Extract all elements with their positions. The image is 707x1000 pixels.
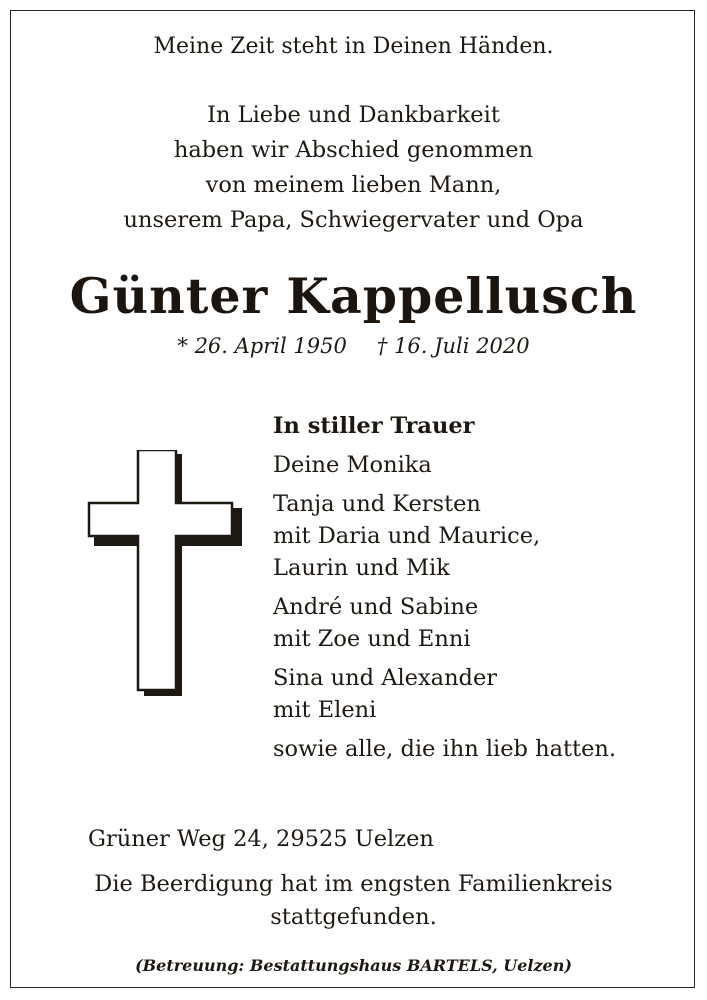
intro-line: unserem Papa, Schwiegervater und Opa bbox=[123, 207, 584, 233]
funeral-home: (Betreuung: Bestattungshaus BARTELS, Uelzen) bbox=[135, 956, 572, 975]
mourner-line: André und Sabine bbox=[273, 594, 479, 620]
intro-line: von meinem lieben Mann, bbox=[205, 172, 502, 198]
mourner-line: Deine Monika bbox=[273, 452, 432, 478]
cross-icon bbox=[82, 450, 252, 700]
mourner-line: mit Zoe und Enni bbox=[273, 626, 471, 652]
mourners-list bbox=[273, 410, 693, 772]
mourner-line: Sina und Alexander bbox=[273, 665, 498, 691]
mourner-group bbox=[273, 449, 693, 481]
funeral-note bbox=[12, 868, 695, 934]
mourner-group bbox=[273, 662, 693, 726]
mourner-line: mit Eleni bbox=[273, 697, 377, 723]
mourner-group bbox=[273, 733, 693, 765]
mourner-line: mit Daria und Maurice, bbox=[273, 523, 541, 549]
mourner-line: sowie alle, die ihn lieb hatten. bbox=[273, 736, 617, 762]
deceased-name: Günter Kappellusch bbox=[69, 267, 638, 325]
mourner-group bbox=[273, 488, 693, 584]
mourner-line: Tanja und Kersten bbox=[273, 491, 481, 517]
motto: Meine Zeit steht in Deinen Händen. bbox=[153, 34, 554, 59]
mourner-group bbox=[273, 591, 693, 655]
mourner-line: Laurin und Mik bbox=[273, 555, 450, 581]
mourners-heading: In stiller Trauer bbox=[273, 413, 475, 439]
intro-text bbox=[12, 98, 695, 238]
funeral-line: Die Beerdigung hat im engsten Familienkreis bbox=[94, 871, 613, 897]
intro-line: haben wir Abschied genommen bbox=[173, 137, 534, 163]
birth-date: * 26. April 1950 bbox=[177, 334, 347, 358]
death-date: † 16. Juli 2020 bbox=[376, 334, 530, 358]
funeral-line: stattgefunden. bbox=[270, 904, 437, 930]
intro-line: In Liebe und Dankbarkeit bbox=[207, 102, 500, 128]
address: Grüner Weg 24, 29525 Uelzen bbox=[88, 826, 434, 852]
life-dates bbox=[12, 332, 695, 360]
